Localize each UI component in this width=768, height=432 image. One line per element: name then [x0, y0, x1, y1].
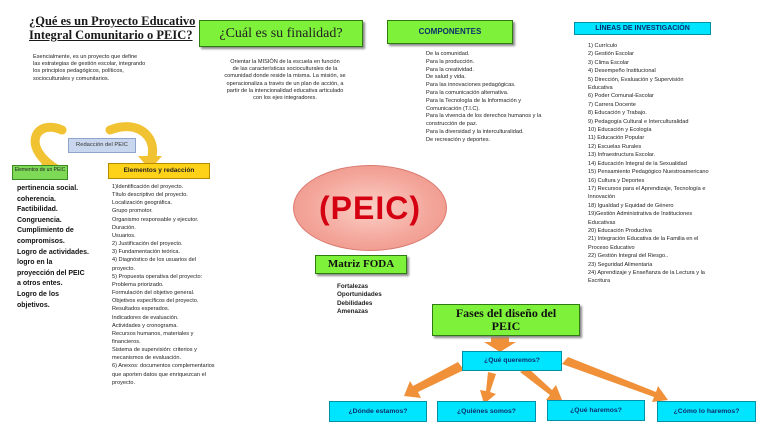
componentes-item: construcción de paz. [426, 121, 478, 128]
elementos-redaccion-item: 4) Diagnóstico de los usuarios del [112, 257, 196, 264]
fases-quienes-somos: ¿Quiénes somos? [437, 401, 536, 422]
elementos-redaccion-item: Indicadores de evaluación. [112, 314, 179, 321]
definition-line: socioculturales y comunitarios. [33, 75, 110, 82]
lineas-item: 15) Pensamiento Pedagógico Nuestroamericano [588, 169, 709, 176]
foda-item: Amenazas [337, 308, 369, 316]
elementos-peic-item: a otros entes. [17, 280, 63, 288]
lineas-item: 4) Desempeño Institucional [588, 68, 656, 75]
componentes-item: Para la creatividad. [426, 66, 474, 73]
elementos-peic-item: Logro de actividades. [17, 248, 89, 256]
finalidad-text [200, 59, 370, 102]
elementos-peic-item: objetivos. [17, 301, 50, 309]
elementos-redaccion-item: Localización geográfica. [112, 200, 173, 207]
elementos-peic-item: pertinencia social. [17, 185, 79, 192]
elementos-redaccion-item: Usuarios. [112, 232, 136, 239]
lineas-item: 21) Integración Educativa de la Familia en el [588, 236, 699, 243]
lineas-item: 9) Pedagogía Cultural e Interculturalidad [588, 118, 689, 125]
fases-que-queremos: ¿Qué queremos? [462, 351, 562, 371]
componentes-list [426, 51, 576, 145]
redaccion-label: Redacción del PEIC [68, 138, 136, 153]
elementos-redaccion-item: Recursos humanos, materiales y [112, 330, 194, 337]
lineas-item: Escritura [588, 278, 611, 285]
lineas-item: 17) Recursos para el Aprendizaje, Tecnología e [588, 185, 706, 192]
elementos-redaccion-item: Grupo promotor. [112, 208, 153, 215]
elementos-redaccion-item: Formulación del objetivo general. [112, 290, 195, 297]
fases-que-haremos: ¿Qué haremos? [547, 400, 645, 421]
elementos-peic-item: compromisos. [17, 237, 65, 245]
finalidad-line: comunidad donde reside la misma. La misión, se [224, 73, 346, 80]
elementos-redaccion-item: 1)Identificación del proyecto. [112, 184, 184, 190]
page-title-line2: Integral Comunitario o PEIC? [29, 28, 193, 42]
fases-heading-line2: PEIC [491, 319, 521, 333]
fases-arrow-3 [520, 368, 562, 400]
elementos-redaccion-item: Problema priorizado. [112, 281, 164, 288]
lineas-item: 18) Igualdad y Equidad de Género [588, 202, 674, 209]
fases-donde-estamos: ¿Dónde estamos? [329, 401, 427, 422]
lineas-item: 20) Educación Productiva [588, 227, 652, 234]
lineas-item: 22) Gestión Integral del Riesgo.. [588, 253, 669, 260]
finalidad-line: Orientar la MISIÓN de la escuela en función [230, 59, 340, 65]
lineas-item: 11) Educación Popular [588, 135, 645, 142]
elementos-redaccion-item: 2) Justificación del proyecto. [112, 241, 183, 248]
lineas-item: Innovación [588, 194, 616, 201]
elementos-redaccion-item: 6) Anexos: documentos complementarios [112, 363, 215, 370]
lineas-item: 7) Carrera Docente [588, 101, 636, 108]
lineas-item: 5) Dirección, Evaluación y Supervisión [588, 76, 684, 83]
elementos-peic-item: coherencia. [17, 195, 56, 203]
lineas-list [588, 42, 766, 286]
elementos-redaccion-item: Sistema de supervisión: criterios y [112, 347, 197, 354]
elementos-redaccion-item: financieros. [112, 338, 141, 345]
finalidad-heading: ¿Cuál es su finalidad? [219, 26, 343, 41]
peic-center-label: (PEIC) [319, 190, 421, 226]
elementos-redaccion-item: mecanismos de evaluación. [112, 355, 182, 362]
elementos-peic-item: logro en la [17, 259, 53, 267]
componentes-heading: COMPONENTES [418, 27, 482, 36]
foda-item: Oportunidades [337, 291, 382, 299]
elementos-redaccion-item: Duración. [112, 224, 136, 231]
finalidad-heading-box [199, 20, 363, 47]
lineas-item: Educativa [588, 85, 613, 92]
lineas-item: 6) Poder Comunal-Escolar [588, 93, 654, 100]
lineas-item: Proceso Educativo [588, 244, 635, 251]
definition-line: las estrategias de gestión escolar, integrando [33, 61, 146, 68]
componentes-item: De la comunidad. [426, 51, 470, 57]
elementos-redaccion-item: proyecto. [112, 265, 136, 272]
elementos-redaccion-item: Organismo responsable y ejecutor. [112, 216, 199, 223]
elementos-redaccion-item: Resultados esperados. [112, 306, 170, 313]
elementos-redaccion-list [112, 183, 272, 387]
lineas-item: 8) Educación y Trabajo. [588, 110, 647, 117]
fases-arrow-1 [404, 362, 464, 398]
page-title-line1: ¿Qué es un Proyecto Educativo [29, 14, 196, 28]
componentes-item: Para las innovaciones pedagógicas. [426, 82, 516, 89]
fases-down-arrow [484, 334, 516, 352]
elementos-redaccion-item: Actividades y cronograma. [112, 322, 178, 329]
definition-text [33, 54, 198, 83]
lineas-item: 13) Infraestructura Escolar. [588, 152, 656, 159]
elementos-peic-item: Logro de los [17, 290, 59, 298]
componentes-item: De recreación y deportes. [426, 136, 491, 143]
elementos-redaccion-item: que aporten datos que enriquezcan el [112, 371, 206, 378]
foda-heading: Matriz FODA [327, 258, 395, 270]
lineas-item: 14) Educación Integral de la Sexualidad [588, 160, 687, 167]
fases-arrow-4 [562, 357, 668, 402]
componentes-item: Para la producción. [426, 58, 475, 65]
lineas-item: Educativas [588, 219, 616, 226]
elementos-peic-label: Elementos de un PEIC [12, 165, 68, 180]
elementos-redaccion-label: Elementos y redacción [108, 163, 210, 179]
curved-arrow-left [35, 127, 62, 170]
finalidad-line: de las características socioculturales de la [232, 66, 338, 73]
lineas-item: 24) Aprendizaje y Enseñanza de la Lectura y la [588, 269, 705, 276]
definition-line: los principios pedagógicos, políticos, [33, 68, 124, 75]
componentes-item: Para la Tecnología de la Información y [426, 97, 522, 104]
elementos-peic-item: Cumplimiento de [17, 227, 74, 235]
lineas-item: 12) Escuelas Rurales [588, 143, 642, 150]
peic-center-ellipse [293, 165, 447, 251]
componentes-item: Para la comunicación alternativa. [426, 89, 509, 96]
elementos-redaccion-item: proyecto. [112, 379, 136, 386]
elementos-peic-item: proyección del PEIC [17, 269, 85, 277]
componentes-item: Para la vivencia de los derechos humanos y la [426, 113, 542, 120]
elementos-peic-item: Congruencia. [17, 216, 62, 224]
lineas-item: 2) Gestión Escolar [588, 51, 635, 58]
lineas-item: 23) Seguridad Alimentaria [588, 261, 653, 268]
foda-item: Debilidades [337, 299, 373, 307]
page-title [29, 14, 204, 42]
lineas-item: 1) Currículo [588, 43, 618, 49]
finalidad-line: partir de la intencionalidad educativa articulado [226, 87, 344, 94]
fases-heading-box [432, 304, 580, 336]
foda-list [337, 283, 417, 317]
componentes-item: Comunicación (T.I.C). [426, 105, 480, 112]
componentes-item: Para la diversidad y la interculturalidad. [426, 128, 524, 135]
finalidad-line: con los ejes integradores. [253, 95, 317, 102]
lineas-item: 19)Gestión Administrativa de Instituciones [588, 211, 693, 218]
fases-heading-line1: Fases del diseño del [455, 306, 557, 320]
fases-heading [433, 305, 579, 333]
lineas-item: 3) Clima Escolar [588, 59, 630, 66]
definition-line: Esencialmente, es un proyecto que define [33, 54, 138, 60]
elementos-peic-item: Factibilidad. [17, 206, 58, 214]
foda-heading-box [315, 255, 407, 274]
fases-como-lo-haremos: ¿Cómo lo haremos? [657, 401, 756, 422]
finalidad-line: operacionaliza a través de un plan de acción, a [226, 80, 344, 87]
elementos-redaccion-item: Objetivos específicos del proyecto. [112, 298, 199, 305]
lineas-item: 10) Educación y Ecología [588, 127, 652, 134]
lineas-item: 16) Cultura y Deportes [588, 177, 645, 184]
componentes-item: De salud y vida. [426, 74, 466, 81]
componentes-heading-box [387, 20, 513, 44]
fases-arrow-2 [480, 372, 496, 404]
elementos-redaccion-item: 5) Propuesta operativa del proyecto: [112, 273, 203, 280]
elementos-peic-list [17, 184, 102, 311]
elementos-redaccion-item: Título descriptivo del proyecto. [112, 192, 188, 199]
lineas-heading: LÍNEAS DE INVESTIGACIÓN [574, 22, 711, 35]
foda-item: Fortalezas [337, 283, 369, 290]
elementos-redaccion-item: 3) Fundamentación teórica. [112, 249, 181, 256]
